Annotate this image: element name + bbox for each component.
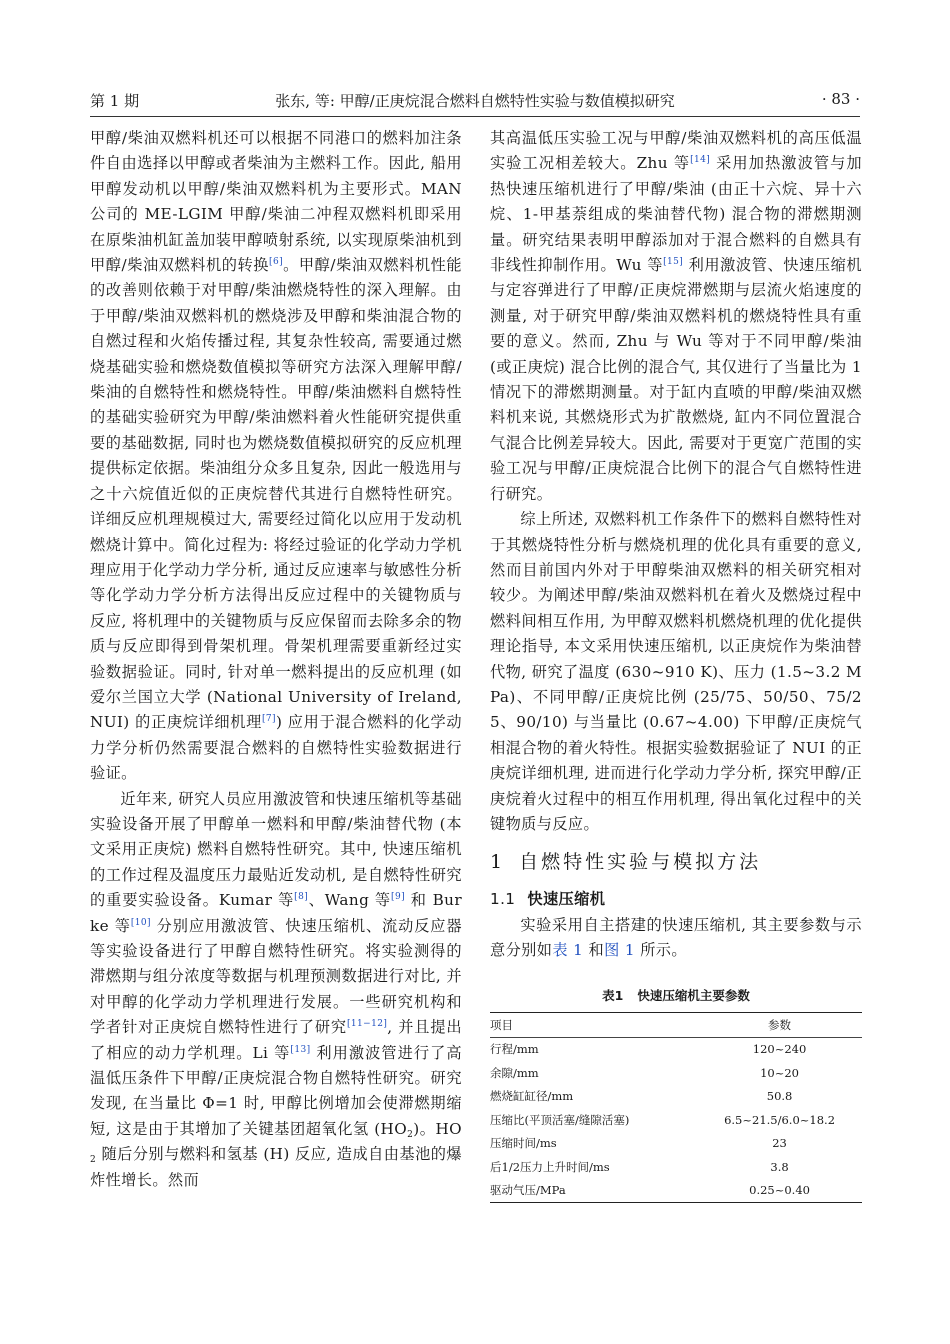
citation-7[interactable]: [7]	[262, 714, 276, 725]
parameters-table	[490, 1012, 862, 1204]
table-header-row	[490, 1012, 862, 1037]
column-header-param: 参数	[697, 1012, 862, 1037]
subsection-heading: 1.1 快速压缩机	[490, 890, 606, 909]
citation-14[interactable]: [14]	[690, 155, 711, 166]
paragraph-1: 甲醇/柴油双燃料机还可以根据不同港口的燃料加注条件自由选择以甲醇或者柴油为主燃料工作。因此, 船用甲醇发动机以甲醇/柴油双燃料机为主要形式。MAN 公司的 ME-LGIM 甲醇/柴油二冲程双燃料机即采用在原柴油机缸盖加装甲醇喷射系统, 以实现原柴油机到甲醇/柴油双燃料机的转换[6]。甲醇/柴油双燃料机性能的改善则依赖于对甲醇/柴油燃烧特性的深入理解。由于甲醇/柴油双燃料机的燃烧涉及甲醇和柴油混合物的自燃过程和火焰传播过程, 其复杂性较高, 需要通过燃烧基础实验和燃烧数值模拟等研究方法深入理解甲醇/柴油的自燃特性和燃烧特性。甲醇/柴油燃料自燃特性的基础实验研究为甲醇/柴油燃料着火性能研究提供重要的基础数据, 同时也为燃烧数值模拟研究的反应机理提供标定依据。柴油组分众多且复杂, 因此一般选用与之十六烷值近似的正庚烷替代其进行自燃特性研究。详细反应机理规模过大, 需要经过简化以应用于发动机燃烧计算中。简化过程为: 将经过验证的化学动力学机理应用于化学动力学分析, 通过反应速率与敏感性分析等化学动力学分析方法得出反应过程中的关键物质与反应, 将机理中的关键物质与反应保留而去除多余的物质与反应即得到骨架机理。骨架机理需要重新经过实验数据验证。同时, 针对单一燃料提出的反应机理 (如爱尔兰国立大学 (National University of Ireland, NUI) 的正庚烷详细机理[7]) 应用于混合燃料的化学动力学分析仍然需要混合燃料的自燃特性实验数据进行验证。	[90, 129, 463, 783]
row-value: 10~20	[760, 1065, 799, 1080]
row-value: 3.8	[770, 1159, 789, 1174]
table-row	[490, 1155, 862, 1179]
row-item: 驱动气压/MPa	[490, 1183, 566, 1198]
citation-9[interactable]: [9]	[391, 892, 405, 903]
citation-6[interactable]: [6]	[269, 257, 283, 268]
table-row	[490, 1108, 862, 1132]
right-column	[490, 126, 862, 1203]
paragraph-4: 综上所述, 双燃料机工作条件下的燃料自燃特性对于其燃烧特性分析与燃烧机理的优化具有重要的意义, 然而目前国内外对于甲醇柴油双燃料的相关研究相对较少。为阐述甲醇/柴油双燃料机在着火及燃烧过程中燃料间相互作用, 为甲醇双燃料机燃烧机理的优化提供理论指导, 本文采用快速压缩机, 以正庚烷作为柴油替代物, 研究了温度 (630~910 K)、压力 (1.5~3.2 MPa)、不同甲醇/正庚烷比例 (25/75、50/50、75/25、90/10) 与当量比 (0.67~4.00) 下甲醇/正庚烷气相混合物的着火特性。根据实验数据验证了 NUI 的正庚烷详细机理, 进而进行化学动力学分析, 探究甲醇/正庚烷着火过程中的相互作用机理, 得出氧化过程中的关键物质与反应。	[490, 510, 862, 833]
figure-1-link[interactable]: 图 1	[604, 941, 635, 960]
paragraph-2: 近年来, 研究人员应用激波管和快速压缩机等基础实验设备开展了甲醇单一燃料和甲醇/柴油替代物 (本文采用正庚烷) 燃料自燃特性研究。其中, 快速压缩机的工作过程及温度压力最贴近发动机, 是自燃特性研究的重要实验设备。Kumar 等[8]、Wang 等[9] 和 Burke 等[10] 分别应用激波管、快速压缩机、流动反应器等实验设备进行了甲醇自燃特性研究。将实验测得的滞燃期与组分浓度等数据与机理预测数据进行对比, 并对甲醇的化学动力学机理进行发展。一些研究机构和学者针对正庚烷自燃特性进行了研究[11−12], 并且提出了相应的动力学机理。Li 等[13] 利用激波管进行了高温低压条件下甲醇/正庚烷混合物自燃特性研究。研究发现, 在当量比 Φ=1 时, 甲醇比例增加会使滞燃期缩短, 这是由于其增加了关键基团超氧化氢 (HO2)。HO2 随后分别与燃料和氢基 (H) 反应, 造成自由基池的爆炸性增长。然而	[90, 789, 463, 1189]
table-row	[490, 1132, 862, 1156]
citation-15[interactable]: [15]	[663, 257, 684, 268]
row-item: 压缩比(平顶活塞/缝隙活塞)	[490, 1112, 630, 1127]
row-item: 行程/mm	[490, 1042, 539, 1057]
table-row	[490, 1037, 862, 1061]
running-header	[90, 86, 860, 117]
citation-8[interactable]: [8]	[294, 892, 309, 903]
row-item: 余隙/mm	[490, 1065, 539, 1080]
table-1-link[interactable]: 表 1	[552, 941, 584, 960]
left-column	[90, 126, 462, 1193]
row-value: 120~240	[752, 1042, 807, 1057]
paragraph-5: 实验采用自主搭建的快速压缩机, 其主要参数与示意分别如表 1 和图 1 所示。	[490, 915, 862, 960]
running-title: 张东, 等: 甲醇/正庚烷混合燃料自燃特性实验与数值模拟研究	[275, 92, 675, 110]
citation-13[interactable]: [13]	[290, 1044, 311, 1055]
row-item: 压缩时间/ms	[490, 1136, 557, 1151]
row-item: 后1/2压力上升时间/ms	[490, 1159, 610, 1174]
section-heading: 1 自燃特性实验与模拟方法	[490, 851, 762, 874]
column-header-item: 项目	[490, 1012, 697, 1037]
issue-label: 第 1 期	[90, 92, 140, 110]
table-row	[490, 1061, 862, 1085]
citation-11-12[interactable]: [11−12]	[347, 1019, 388, 1030]
paragraph-3: 其高温低压实验工况与甲醇/柴油双燃料机的高压低温实验工况相差较大。Zhu 等[14] 采用加热激波管与加热快速压缩机进行了甲醇/柴油 (由正十六烷、异十六烷、1-甲基萘组成的柴油替代物) 混合物的滞燃期测量。研究结果表明甲醇添加对于混合燃料的自燃具有非线性抑制作用。Wu 等[15] 利用激波管、快速压缩机与定容弹进行了甲醇/正庚烷滞燃期与层流火焰速度的测量, 对于研究甲醇/柴油双燃料机的燃烧特性具有重要的意义。然而, Zhu 与 Wu 等对于不同甲醇/柴油 (或正庚烷) 混合比例的混合气, 其仅进行了当量比为 1 情况下的滞燃期测量。对于缸内直喷的甲醇/柴油双燃料机来说, 其燃烧形式为扩散燃烧, 缸内不同位置混合气混合比例差异较大。因此, 需要对于更宽广范围的实验工况与甲醇/正庚烷混合比例下的混合气自燃特性进行研究。	[490, 129, 863, 503]
table-caption: 表1 快速压缩机主要参数	[602, 987, 750, 1003]
page-number: · 83 ·	[821, 90, 860, 108]
row-value: 6.5~21.5/6.0~18.2	[724, 1112, 836, 1127]
table-row	[490, 1179, 862, 1203]
citation-10[interactable]: [10]	[130, 917, 151, 928]
row-value: 50.8	[766, 1089, 793, 1104]
row-value: 0.25~0.40	[749, 1183, 810, 1198]
row-item: 燃烧缸缸径/mm	[490, 1089, 574, 1104]
table-row	[490, 1085, 862, 1109]
row-value: 23	[772, 1136, 787, 1151]
